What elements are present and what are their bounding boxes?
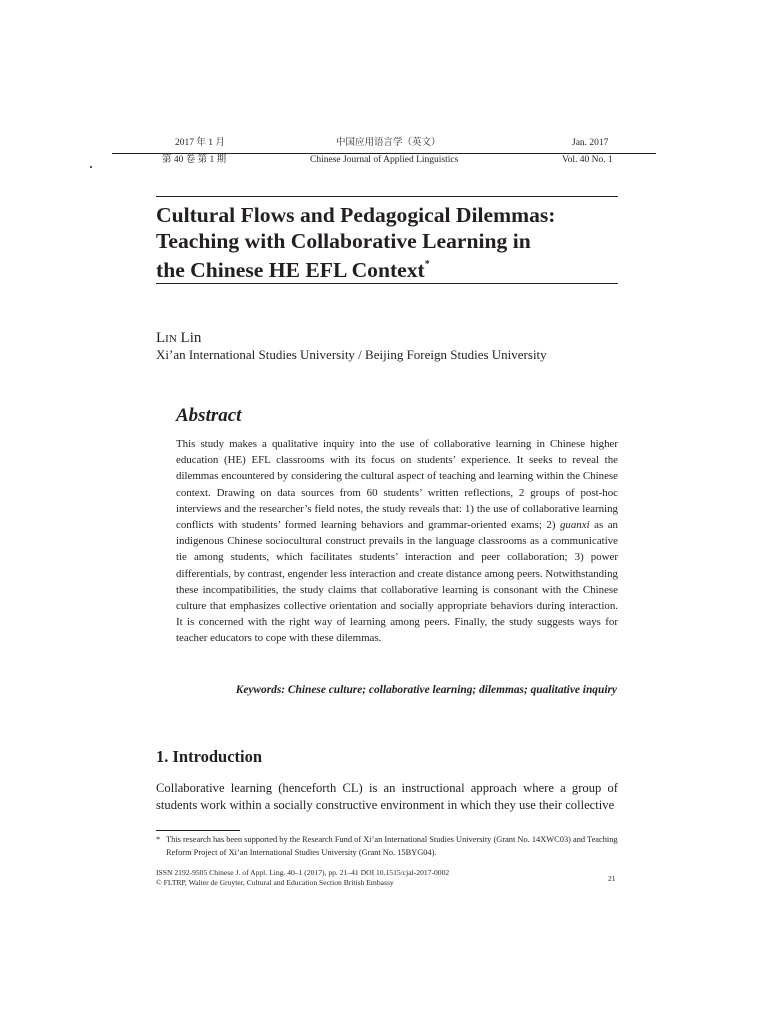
footnote-text: This research has been supported by the Research Fund of Xi’an International Studies University (Grant No. 14XWC03) and Teaching Reform Project of Xi’an International Studies University (Grant No. 15BYG04).: [166, 835, 618, 857]
title-rule-bottom: [156, 283, 618, 284]
abstract-italic-term: guanxi: [559, 519, 590, 532]
title-line-3: the Chinese HE EFL Context: [156, 258, 425, 283]
article-title: [156, 202, 618, 283]
author-affiliation: Xi’an International Studies University / Beijing Foreign Studies University: [156, 347, 547, 362]
footnote-mark: *: [156, 835, 161, 844]
header-rule: [112, 153, 656, 154]
header-date-en: Jan. 2017: [572, 138, 609, 148]
keywords: Keywords: Chinese culture; collaborative learning; dilemmas; qualitative inquiry: [235, 684, 617, 696]
imprint: [156, 868, 449, 888]
title-line-2: Teaching with Collaborative Learning in: [156, 229, 531, 253]
header-date-cn: 2017 年 1 月: [175, 138, 225, 148]
scan-mark: [90, 166, 92, 168]
author-given-name: Lin: [180, 330, 202, 346]
header-volume-en: Vol. 40 No. 1: [562, 155, 613, 165]
footnote: [156, 834, 622, 859]
imprint-issn-doi: ISSN 2192-9505 Chinese J. of Appl. Ling. 40–1 (2017), pp. 21–41 DOI 10.1515/cjal-2017-0002: [156, 868, 450, 877]
page-number: 21: [608, 874, 616, 883]
imprint-copyright: © FLTRP, Walter de Gruyter, Cultural and Education Section British Embassy: [156, 878, 394, 887]
header-volume-cn: 第 40 卷 第 1 期: [162, 155, 227, 165]
title-footnote-mark[interactable]: *: [424, 259, 430, 270]
abstract-text-part-1: This study makes a qualitative inquiry into the use of collaborative learning in Chinese higher education (HE) EFL classrooms with its focus on students’ experience. It seeks to reveal the dilemmas encountered by considering the cultural aspect of teaching and learning within the Chinese context. Drawing on data sources from 60 students’ written reflections, 2 groups of post-hoc interviews and the researcher’s field notes, the study reveals that: 1) the use of collaborative learning conflicts with students’ formed learning behaviors and grammar-oriented exams; 2): [176, 438, 618, 532]
footnote-rule: [156, 830, 240, 831]
title-line-1: Cultural Flows and Pedagogical Dilemmas:: [156, 203, 556, 227]
abstract-text-part-2: as an indigenous Chinese sociocultural construct prevails in the language classrooms as a communicative tie among students, which facilitates students’ interaction and peer collaboration; 3) power differentials, by contrast, engender less interaction and create distance among peers. Notwithstanding these incompatibilities, the study claims that collaborative learning is consonant with the Chinese culture that emphasizes collective orientation and socially appropriate behaviors during interaction. It is concerned with the right way of learning among peers. Finally, the study suggests ways for teacher educators to cope with these dilemmas.: [176, 519, 618, 645]
section-heading-introduction: 1. Introduction: [156, 747, 263, 766]
abstract-heading: Abstract: [176, 405, 242, 426]
introduction-text: Collaborative learning (henceforth CL) is an instructional approach where a group of students work within a socially constructive environment in which they use their collective: [156, 781, 618, 812]
abstract-text: [176, 436, 618, 647]
header-journal-en: Chinese Journal of Applied Linguistics: [310, 155, 459, 165]
header-journal-cn: 中国应用语言学（英文）: [336, 138, 441, 148]
author-surname: Lin: [156, 330, 177, 346]
title-rule-top: [156, 196, 618, 197]
author-name: [156, 329, 201, 347]
